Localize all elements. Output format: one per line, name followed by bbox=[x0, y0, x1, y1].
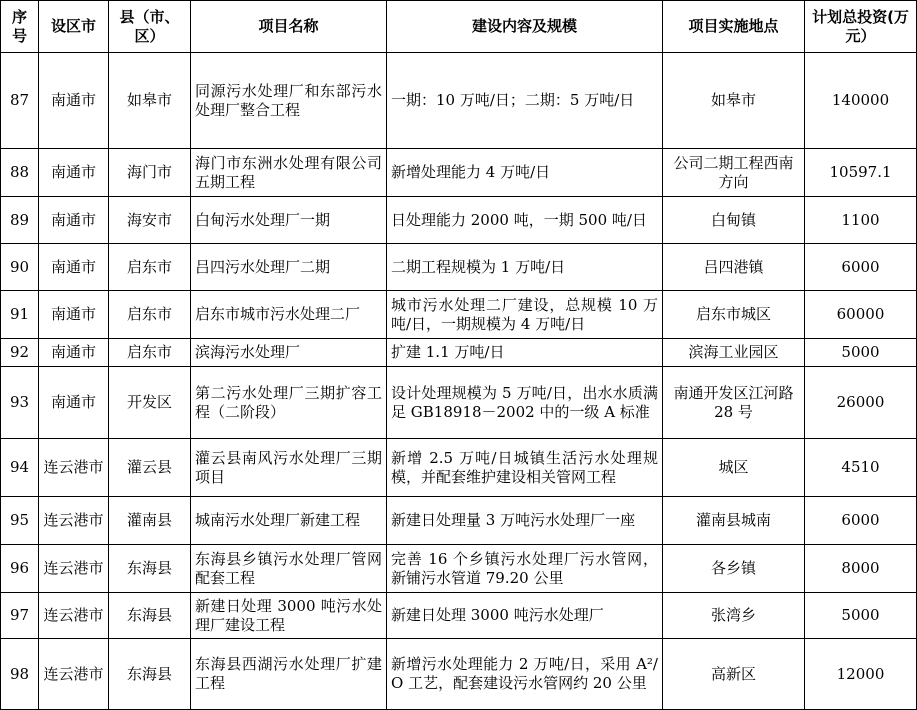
table-row bbox=[1, 149, 917, 197]
cell-investment: 12000 bbox=[805, 639, 917, 710]
cell-county: 开发区 bbox=[109, 367, 191, 439]
cell-city: 南通市 bbox=[39, 244, 109, 291]
cell-name: 吕四污水处理厂二期 bbox=[191, 244, 387, 291]
cell-name: 东海县西湖污水处理厂扩建工程 bbox=[191, 639, 387, 710]
cell-county: 启东市 bbox=[109, 291, 191, 339]
cell-investment: 6000 bbox=[805, 497, 917, 545]
header-content: 建设内容及规模 bbox=[387, 1, 663, 53]
cell-content: 一期：10 万吨/日；二期：5 万吨/日 bbox=[387, 53, 663, 149]
cell-name: 同源污水处理厂和东部污水处理厂整合工程 bbox=[191, 53, 387, 149]
cell-city: 南通市 bbox=[39, 339, 109, 367]
cell-investment: 1100 bbox=[805, 197, 917, 244]
cell-no: 89 bbox=[1, 197, 39, 244]
header-location: 项目实施地点 bbox=[663, 1, 805, 53]
cell-content: 二期工程规模为 1 万吨/日 bbox=[387, 244, 663, 291]
cell-city: 南通市 bbox=[39, 367, 109, 439]
cell-name: 城南污水处理厂新建工程 bbox=[191, 497, 387, 545]
cell-no: 90 bbox=[1, 244, 39, 291]
table-row bbox=[1, 545, 917, 593]
table-row bbox=[1, 244, 917, 291]
cell-content: 新建日处理量 3 万吨污水处理厂一座 bbox=[387, 497, 663, 545]
cell-location: 城区 bbox=[663, 439, 805, 497]
cell-investment: 5000 bbox=[805, 593, 917, 639]
cell-name: 灌云县南风污水处理厂三期项目 bbox=[191, 439, 387, 497]
cell-location: 南通开发区江河路 28 号 bbox=[663, 367, 805, 439]
cell-county: 东海县 bbox=[109, 639, 191, 710]
cell-content: 城市污水处理二厂建设，总规模 10 万吨/日，一期规模为 4 万吨/日 bbox=[387, 291, 663, 339]
cell-no: 94 bbox=[1, 439, 39, 497]
cell-content: 新建日处理 3000 吨污水处理厂 bbox=[387, 593, 663, 639]
cell-no: 95 bbox=[1, 497, 39, 545]
cell-location: 滨海工业园区 bbox=[663, 339, 805, 367]
cell-location: 吕四港镇 bbox=[663, 244, 805, 291]
cell-location: 高新区 bbox=[663, 639, 805, 710]
cell-city: 南通市 bbox=[39, 149, 109, 197]
cell-content: 设计处理规模为 5 万吨/日，出水水质满足 GB18918－2002 中的一级 A 标准 bbox=[387, 367, 663, 439]
cell-content: 完善 16 个乡镇污水处理厂污水管网，新铺污水管道 79.20 公里 bbox=[387, 545, 663, 593]
cell-no: 93 bbox=[1, 367, 39, 439]
cell-county: 海门市 bbox=[109, 149, 191, 197]
header-city: 设区市 bbox=[39, 1, 109, 53]
cell-no: 92 bbox=[1, 339, 39, 367]
cell-county: 东海县 bbox=[109, 545, 191, 593]
cell-city: 南通市 bbox=[39, 197, 109, 244]
header-county: 县（市、区） bbox=[109, 1, 191, 53]
cell-county: 海安市 bbox=[109, 197, 191, 244]
cell-investment: 60000 bbox=[805, 291, 917, 339]
table-row bbox=[1, 367, 917, 439]
cell-investment: 10597.1 bbox=[805, 149, 917, 197]
cell-no: 87 bbox=[1, 53, 39, 149]
cell-content: 扩建 1.1 万吨/日 bbox=[387, 339, 663, 367]
cell-no: 97 bbox=[1, 593, 39, 639]
table-row bbox=[1, 593, 917, 639]
cell-name: 新建日处理 3000 吨污水处理厂建设工程 bbox=[191, 593, 387, 639]
cell-city: 南通市 bbox=[39, 291, 109, 339]
table-row bbox=[1, 639, 917, 710]
cell-investment: 4510 bbox=[805, 439, 917, 497]
header-investment: 计划总投资(万元） bbox=[805, 1, 917, 53]
cell-name: 滨海污水处理厂 bbox=[191, 339, 387, 367]
cell-investment: 140000 bbox=[805, 53, 917, 149]
cell-county: 启东市 bbox=[109, 244, 191, 291]
table-row bbox=[1, 497, 917, 545]
cell-name: 白甸污水处理厂一期 bbox=[191, 197, 387, 244]
cell-investment: 26000 bbox=[805, 367, 917, 439]
cell-city: 连云港市 bbox=[39, 497, 109, 545]
cell-investment: 5000 bbox=[805, 339, 917, 367]
cell-content: 新增污水处理能力 2 万吨/日，采用 A²/O 工艺，配套建设污水管网约 20 公里 bbox=[387, 639, 663, 710]
cell-location: 如皋市 bbox=[663, 53, 805, 149]
cell-investment: 8000 bbox=[805, 545, 917, 593]
cell-location: 各乡镇 bbox=[663, 545, 805, 593]
cell-content: 新增处理能力 4 万吨/日 bbox=[387, 149, 663, 197]
cell-content: 新增 2.5 万吨/日城镇生活污水处理规模，并配套维护建设相关管网工程 bbox=[387, 439, 663, 497]
cell-investment: 6000 bbox=[805, 244, 917, 291]
cell-no: 98 bbox=[1, 639, 39, 710]
header-name: 项目名称 bbox=[191, 1, 387, 53]
table-row bbox=[1, 291, 917, 339]
cell-no: 91 bbox=[1, 291, 39, 339]
header-no: 序号 bbox=[1, 1, 39, 53]
cell-county: 灌南县 bbox=[109, 497, 191, 545]
cell-city: 连云港市 bbox=[39, 639, 109, 710]
table-row bbox=[1, 339, 917, 367]
cell-county: 如皋市 bbox=[109, 53, 191, 149]
cell-name: 第二污水处理厂三期扩容工程（二阶段） bbox=[191, 367, 387, 439]
cell-no: 88 bbox=[1, 149, 39, 197]
cell-city: 连云港市 bbox=[39, 545, 109, 593]
table-row bbox=[1, 53, 917, 149]
cell-no: 96 bbox=[1, 545, 39, 593]
cell-name: 东海县乡镇污水处理厂管网配套工程 bbox=[191, 545, 387, 593]
cell-city: 连云港市 bbox=[39, 593, 109, 639]
cell-content: 日处理能力 2000 吨，一期 500 吨/日 bbox=[387, 197, 663, 244]
cell-location: 公司二期工程西南方向 bbox=[663, 149, 805, 197]
table-row bbox=[1, 439, 917, 497]
cell-location: 启东市城区 bbox=[663, 291, 805, 339]
header-row bbox=[1, 1, 917, 53]
cell-location: 白甸镇 bbox=[663, 197, 805, 244]
cell-name: 海门市东洲水处理有限公司五期工程 bbox=[191, 149, 387, 197]
table-row bbox=[1, 197, 917, 244]
cell-name: 启东市城市污水处理二厂 bbox=[191, 291, 387, 339]
cell-location: 灌南县城南 bbox=[663, 497, 805, 545]
cell-county: 启东市 bbox=[109, 339, 191, 367]
cell-county: 东海县 bbox=[109, 593, 191, 639]
cell-city: 连云港市 bbox=[39, 439, 109, 497]
cell-location: 张湾乡 bbox=[663, 593, 805, 639]
cell-city: 南通市 bbox=[39, 53, 109, 149]
cell-county: 灌云县 bbox=[109, 439, 191, 497]
